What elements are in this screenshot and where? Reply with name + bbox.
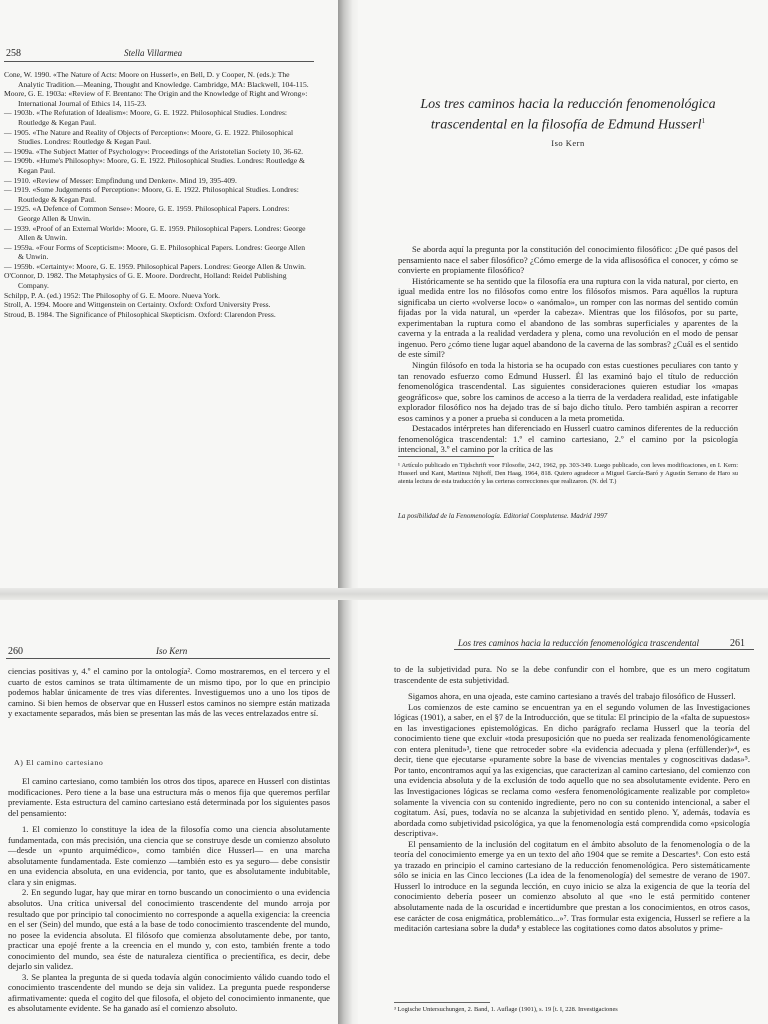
bibliography-entry: — 1939. «Proof of an External World»: Moore, G. E. 1959. Philosophical Papers. Londres: George Allen & Unwin. bbox=[4, 223, 306, 243]
header-rule bbox=[6, 658, 330, 659]
page-260 bbox=[0, 600, 338, 1024]
bibliography-entry: — 1910. «Review of Messer: Empfindung und Denken». Mind 19, 395-409. bbox=[4, 175, 237, 185]
book-gutter-bottom bbox=[336, 590, 360, 1024]
running-head: Iso Kern bbox=[156, 646, 188, 656]
footnote: ³ Logische Untersuchungen, 2. Band, 1. Auflage (1901), s. 19 [t. I, 228. Investigaciones bbox=[394, 1006, 618, 1013]
header-rule bbox=[454, 649, 754, 650]
paragraph: Se aborda aquí la pregunta por la constitución del conocimiento filosófico: ¿De qué pasos del pensamiento nace el saber filosófico? ¿Cómo emerge de la vida aflisosófica el conocer, y cómo se convierte en propiamente filosófico? bbox=[398, 244, 738, 276]
paragraph: 2. En segundo lugar, hay que mirar en torno buscando un conocimiento o una evidencia absolutos. Una crítica universal del conocimiento trascendente del mundo arroja por resultado que por principio tal conocimiento no corresponde a aquella exigencia: la creencia en el ser (Sein) del mundo, que está a la base de todo conocimiento trascendente del mundo, no posee la evidencia absoluta. El filósofo que comienza absolutamente debe, por tanto, practicar una epojé frente a la creencia en el mundo y, con esto, también frente a todo conocimiento del mundo, sea éste de naturaleza científica o precientífica, es decir, debe dejarlo sin validez. bbox=[8, 887, 330, 972]
running-head: Los tres caminos hacia la reducción fenomenológica trascendental bbox=[458, 638, 700, 648]
bibliography-entry: — 1925. «A Defence of Common Sense»: Moore, G. E. 1959. Philosophical Papers. Londres: George Allen & Unwin. bbox=[4, 204, 290, 223]
bibliography-entry: — 1959b. «Certainty»: Moore, G. E. 1959. Philosophical Papers. Londres: George Allen & Unwin. bbox=[4, 261, 306, 271]
bibliography-entry: — 1905. «The Nature and Reality of Objects of Perception»: Moore, G. E. 1922. Philosophical Studies. Londres: Routledge & Kegan Paul. bbox=[4, 127, 294, 147]
article-body bbox=[394, 664, 750, 934]
page-number: 258 bbox=[6, 48, 21, 59]
bibliography-entry: — 1909a. «The Subject Matter of Psychology»: Proceedings of the Aristotelian Society 10, 36-62. bbox=[4, 146, 304, 156]
bibliography-entry: Cone, W. 1990. «The Nature of Acts: Moore on Husserl», en Bell, D. y Cooper, N. (eds.): The Analytic Tradition.—Meaning, Thought and Knowledge. Cambridge, MA: Blackwell, 104-115. bbox=[4, 70, 309, 89]
bibliography-entry: — 1903b. «The Refutation of Idealism»: Moore, G. E. 1922. Philosophical Studies. Londres: Routledge & Kegan Paul. bbox=[4, 108, 288, 127]
paragraph: to de la subjetividad pura. No se la debe confundir con el hombre, que es un mero cogitatum trascendente de esta subjetividad. bbox=[394, 664, 750, 685]
paragraph: 1. El comienzo lo constituye la idea de la filosofía como una ciencia absolutamente fundamentada, con más precisión, una ciencia que se construye desde un comienzo absoluto —desde un «punto arquimédico», como también dice Husserl— en una marcha absolutamente fundamentada. Este comienzo —también esto es ya seguro— debe consistir en una evidencia absoluta, en una evidencia, por tanto, que es absolutamente indubitable, clara y sin enigmas. bbox=[8, 824, 330, 887]
header-rule bbox=[4, 61, 314, 62]
paragraph: Destacados intérpretes han diferenciado en Husserl cuatro caminos diferentes de la reducción fenomenológica trascendental: 1.º el camino cartesiano, 2.º el camino por la psicología intencional, 3.º el camino por la crítica de las bbox=[398, 423, 738, 455]
page-number: 260 bbox=[8, 646, 23, 657]
bibliography-entry: — 1959a. «Four Forms of Scepticism»: Moore, G. E. Philosophical Papers. Londres: George Allen & Unwin. bbox=[4, 242, 306, 262]
bibliography bbox=[4, 70, 312, 319]
paragraph: Sigamos ahora, en una ojeada, este camino cartesiano a través del trabajo filosófico de Husserl. bbox=[408, 691, 736, 702]
article-author: Iso Kern bbox=[551, 138, 585, 148]
footnote: ¹ Artículo publicado en Tijdschrift voor Filosofie, 24/2, 1962, pp. 303-349. Luego publicado, con leves modificaciones, en I. Kern: Husserl und Kant, Martinus Nijhoff, Den Haag, 1964, 818. Quiero agradecer a Miguel García-Baró y Agustín Serrano de Haro su atenta lectura de esta traducción y las certeras correcciones que realizaron. (N. del T.) bbox=[398, 462, 738, 485]
section-body bbox=[8, 776, 330, 1014]
page-259 bbox=[358, 0, 768, 588]
bibliography-entry: Moore, G. E. 1903a: «Review of F. Brentano: The Origin and the Knowledge of Right and Wrong»: International Journal of Ethics 14, 115-23. bbox=[4, 89, 308, 108]
paragraph: El pensamiento de la inclusión del cogitatum en el ámbito absoluto de la fenomenología o de la teoría del conocimiento emerge ya en un texto del año 1904 que se remite a Descartes⁶. Con esto está ya trazado en principio el camino cartesiano de la reducción fenomenológica. Pero sistemáticamente sólo se inicia en las Cinco lecciones (La idea de la fenomenología) del semestre de verano de 1907. Husserl lo introduce en la segunda lección, en cuyo inicio se alza la exigencia de que la teoría del conocimiento debería poseer un comienzo absoluto al que «no le está permitido contener absolutamente nada de la oscuridad e incertidumbre que prestan a los conocimientos, en otros casos, ese carácter de cosa enigmática, problemático...»⁷. Tras formular esta exigencia, Husserl se refiere a la meditación cartesiana sobre la duda⁸ y establece las cogitationes como datos absolutos y prime- bbox=[394, 838, 750, 934]
bibliography-entry: Stroud, B. 1984. The Significance of Philosophical Skepticism. Oxford: Clarendon Press. bbox=[4, 309, 276, 319]
footnote-rule bbox=[394, 1002, 490, 1003]
source-credit: La posibilidad de la Fenomenología. Editorial Complutense. Madrid 1997 bbox=[398, 512, 608, 520]
article-title: Los tres caminos hacia la reducción fenomenológica trascendental en la filosofía de Edmund Husserl$^1$ bbox=[420, 97, 716, 133]
paragraph: Los comienzos de este camino se encuentran ya en el segundo volumen de las Investigaciones lógicas (1901), a saber, en el §7 de la Introducción, que se titula: El principio de la «falta de supuestos» en las investigaciones epistemológicas. En dicho parágrafo reclama Husserl que la teoría del conocimiento tiene que excluir «toda presuposición que no pueda ser realizada fenomenológicamente con entera plenitud»³, tiene que retroceder sobre «la evidencia adecuada y plena (erfüllender)»⁴, es decir, tiene que ejecutarse «puramente sobre la base de vivencias mentales y cognoscitivas dadas»⁵. Por tanto, encontramos aquí ya las exigencias, que caracterizan al camino cartesiano, del comienzo con una evidencia absoluta y de la exclusión de todo aquello que no sea absolutamente evidente. Pero en las Investigaciones lógicas se reclama como «esfera fenomenológicamente realizable por completo» solamente la vivencia con su contenido ingrediente, pero no con su contenido intencional, a saber el cogitatum. Así, pues, todavía no se alcanza la subjetividad en sentido pleno. Y, además, todavía es abordada como subjetividad psicológica, ya que la fenomenología está comprendida como «psicología descriptiva». bbox=[394, 701, 750, 839]
paragraph: Ningún filósofo en toda la historia se ha ocupado con estas cuestiones peculiares con tanto y tan renovado esfuerzo como Edmund Husserl. Él las examinó bajo el título de reducción fenomenológica trascendental. Las siguientes consideraciones quieren estudiar los «mapas geográficos» que, sobre los caminos de acceso a la tierra de la verdadera realidad, este infatigable explorador filosófico nos ha dejado tras de sí bajo dicho título. Pero también aspiran a recorrer esos caminos y a poner a prueba si conducen a la meta prometida. bbox=[398, 360, 738, 423]
page-261 bbox=[358, 600, 768, 1024]
paragraph: El camino cartesiano, como también los otros dos tipos, aparece en Husserl con distintas modificaciones. Pero tiene a la base una estructura más o menos fija que queremos perfilar previamente. Esta estructura del camino cartesiano está determinada por los siguientes pasos del pensamiento: bbox=[8, 776, 330, 818]
running-head: Stella Villarmea bbox=[124, 48, 183, 58]
paragraph: Históricamente se ha sentido que la filosofía era una ruptura con la vida natural, por cierto, en igual medida entre los no filósofos como entre los filósofos mismos. Para aquéllos la ruptura significaba un cierto «volverse loco» o «anómalo», un romper con las normas del sentido común fijadas por la vida natural, un «perder la cabeza». Mientras que los filósofos, por su parte, experimentaban la ruptura como el abandono de las sombras superficiales y aparentes de la caverna y la entrada a la realidad verdadera y plena, como una revolución en el modo de pensar ingenuo. Pero ¿cómo tiene lugar aquel abandono de la caverna de las sombras? ¿Cuál es el sentido de este símil? bbox=[398, 275, 738, 360]
page-number: 261 bbox=[730, 638, 745, 649]
spread-seam bbox=[0, 588, 768, 600]
paragraph: 3. Se plantea la pregunta de si queda todavía algún conocimiento válido cuando todo el conocimiento trascendente del mundo se deja sin validez. La pregunta puede responderse afirmativamente: queda el cogito del que filosofa, el objeto del conocimiento inmanente, que es absolutamente evidente. Se ha ganado así el comienzo absoluto. bbox=[8, 971, 330, 1014]
book-gutter-top bbox=[336, 0, 360, 588]
title-footnote-mark: 1 bbox=[701, 117, 706, 125]
intro-paragraph: ciencias positivas y, 4.º el camino por la ontología². Como mostraremos, en el tercero y el cuarto de estos caminos se trata últimamente de un mismo tipo, por lo que en principio podemos hablar únicamente de tres vías diferentes. Investiguemos uno a uno los tipos de camino. Si bien hemos de observar que en Husserl estos caminos no siempre están matizada y exactamente separados, más bien se presentan las más de las veces entrelazados entre sí. bbox=[8, 666, 330, 719]
bibliography-entry: — 1919. «Some Judgements of Perception»: Moore, G. E. 1922. Philosophical Studies. Londres: Routledge & Kegan Paul. bbox=[4, 185, 299, 204]
bibliography-entry: Schilpp, P. A. (ed.) 1952: The Philosophy of G. E. Moore. Nueva York. bbox=[4, 290, 221, 300]
footnote-rule bbox=[398, 456, 494, 457]
bibliography-entry: O'Connor, D. 1982. The Metaphysics of G. E. Moore. Dordrecht, Holland: Reidel Publishing Company. bbox=[4, 271, 287, 291]
page-258 bbox=[0, 0, 338, 588]
section-heading: A) El camino cartesiano bbox=[14, 758, 104, 767]
bibliography-entry: Stroll, A. 1994. Moore and Wittgenstein on Certainty. Oxford: Oxford University Press. bbox=[4, 300, 271, 310]
article-body bbox=[398, 244, 738, 455]
bibliography-entry: — 1909b. «Hume's Philosophy»: Moore, G. E. 1922. Philosophical Studies. Londres: Routledge & Kegan Paul. bbox=[4, 156, 305, 175]
